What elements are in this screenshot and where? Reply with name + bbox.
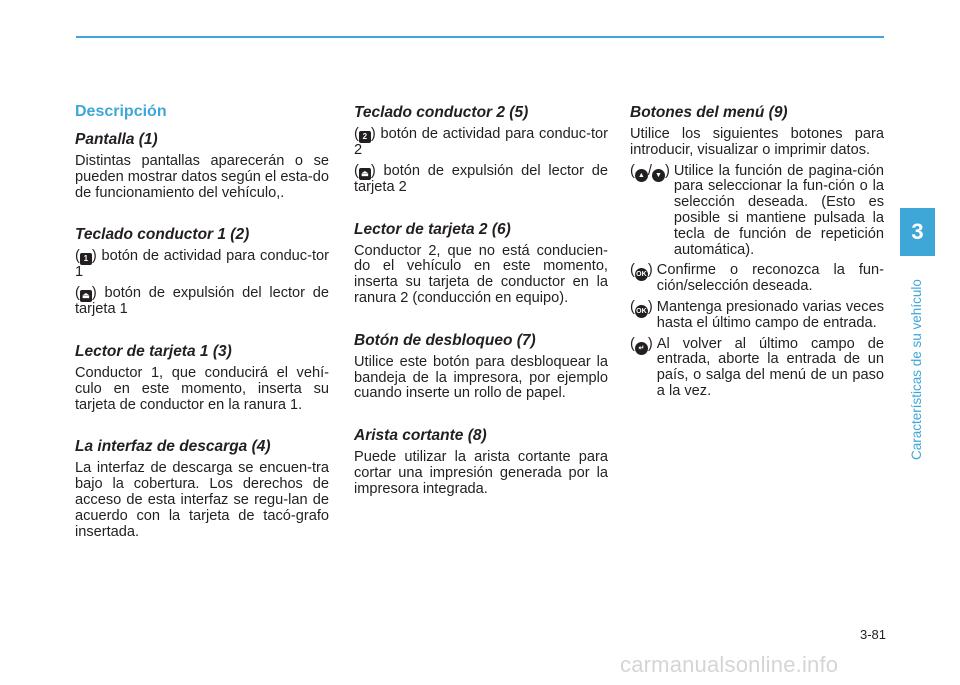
paragraph-text: La interfaz de descarga se encuen-tra bajo la cobertura. Los derechos de acceso de esta interfaz se regu-lan de acuerdo con la tarjeta de tacó-grafo insertada. — [75, 460, 329, 540]
chapter-tab — [900, 208, 935, 256]
paragraph-text: Distintas pantallas aparecerán o se pueden mostrar datos según el esta-do de funcionamiento del vehículo,. — [75, 153, 329, 201]
body-paragraph — [354, 355, 608, 402]
menu-button-text: Utilice la función de pagina-ción para seleccionar la fun-ción o la selección deseada. (Esto es posible si mantiene pulsada la tecla de función de repetición automática). — [673, 162, 884, 258]
menu-button-icons: (OK) — [630, 263, 657, 295]
eject-key-icon: ⏏ — [359, 168, 371, 180]
watermark: carmanualsonline.info — [620, 652, 839, 677]
subsection-heading: Lector de tarjeta 2 (6) — [354, 220, 511, 238]
menu-button-item — [630, 337, 884, 400]
driver-1-key-icon: 1 — [80, 253, 92, 265]
page-number: 3-81 — [859, 627, 886, 642]
chapter-side-text: Características de su vehículo — [909, 279, 924, 460]
paragraph-text: Conductor 1, que conducirá el vehí-culo en este momento, inserta su tarjeta de conductor en la ranura 1. — [75, 364, 329, 413]
spacer — [354, 407, 608, 426]
spacer — [354, 312, 608, 331]
paragraph-text: Utilice este botón para desbloquear la bandeja de la impresora, por ejemplo cuando inserte un rollo de papel. — [354, 353, 608, 402]
subsection-heading: Pantalla (1) — [75, 131, 158, 148]
body-paragraph: ( ⏏ ) botón de expulsión del lector de tarjeta 1 — [75, 285, 329, 318]
ok-key-icon: OK — [635, 305, 648, 318]
body-paragraph: ( ⏏ ) botón de expulsión del lector de tarjeta 2 — [354, 162, 608, 195]
body-paragraph: ( 2 ) botón de actividad para conduc-tor 2 — [354, 126, 608, 158]
subsection-heading: Teclado conductor 1 (2) — [75, 226, 250, 244]
paragraph-text: Conductor 2, que no está conducien-do el vehículo en este momento, inserta su tarjeta de conductor en la ranura 2 (conducción en equipo). — [354, 242, 608, 306]
subsection-heading: Botón de desbloqueo (7) — [354, 331, 536, 349]
up-key-icon: ▲ — [635, 169, 648, 182]
menu-button-icons: ( ↵ ) — [630, 337, 657, 400]
header-rule — [76, 36, 884, 38]
menu-button-text: Al volver al último campo de entrada, aborte la entrada de un país, o salga del menú de un paso a la vez. — [656, 335, 884, 399]
paragraph-text: ) botón de actividad para conduc-tor 2 — [354, 126, 608, 158]
spacer — [75, 323, 329, 342]
eject-key-icon: ⏏ — [80, 290, 92, 302]
body-paragraph — [354, 244, 608, 307]
paragraph-text: ) botón de expulsión del lector de tarjeta 2 — [354, 162, 608, 195]
column-1 — [75, 103, 329, 545]
menu-buttons-heading: Botones del menú (9) — [630, 104, 788, 121]
chapter-number: 3 — [911, 219, 924, 244]
spacer — [75, 418, 329, 437]
subsection-heading: Lector de tarjeta 1 (3) — [75, 342, 232, 360]
subsection-heading: Teclado conductor 2 (5) — [354, 104, 529, 121]
menu-button-item — [630, 263, 884, 295]
menu-button-icons: (OK) — [630, 300, 657, 332]
column-2 — [354, 103, 608, 503]
ok-key-icon: OK — [635, 268, 648, 281]
down-key-icon: ▼ — [652, 169, 665, 182]
menu-button-item — [630, 164, 884, 259]
paragraph-text: ) botón de expulsión del lector de tarjeta 1 — [75, 285, 329, 318]
spacer — [75, 206, 329, 225]
body-paragraph: ( 1 ) botón de actividad para conduc-tor 1 — [75, 248, 329, 281]
menu-button-text: Mantenga presionado varias veces hasta el último campo de entrada. — [656, 298, 884, 331]
subsection-heading: Arista cortante (8) — [354, 427, 487, 445]
column-3 — [630, 103, 884, 405]
spacer — [354, 201, 608, 220]
paragraph-text: Puede utilizar la arista cortante para cortar una impresión generada por la impresora integrada. — [354, 449, 608, 497]
body-paragraph — [354, 450, 608, 497]
chapter-side-label — [909, 262, 929, 462]
body-paragraph — [75, 366, 329, 413]
body-paragraph — [75, 461, 329, 540]
driver-2-key-icon: 2 — [359, 131, 371, 143]
menu-buttons-intro: Utilice los siguientes botones para introducir, visualizar o imprimir datos. — [630, 126, 884, 158]
paragraph-text: ) botón de actividad para conduc-tor 1 — [75, 248, 329, 281]
menu-button-item — [630, 300, 884, 332]
menu-button-icons: ( ▲ / ▼ ) — [630, 164, 674, 259]
section-title: Descripción — [75, 103, 167, 120]
back-key-icon: ↵ — [635, 342, 648, 355]
body-paragraph — [75, 154, 329, 201]
menu-button-text: Confirme o reconozca la fun-ción/selección deseada. — [656, 262, 884, 295]
subsection-heading: La interfaz de descarga (4) — [75, 438, 271, 456]
